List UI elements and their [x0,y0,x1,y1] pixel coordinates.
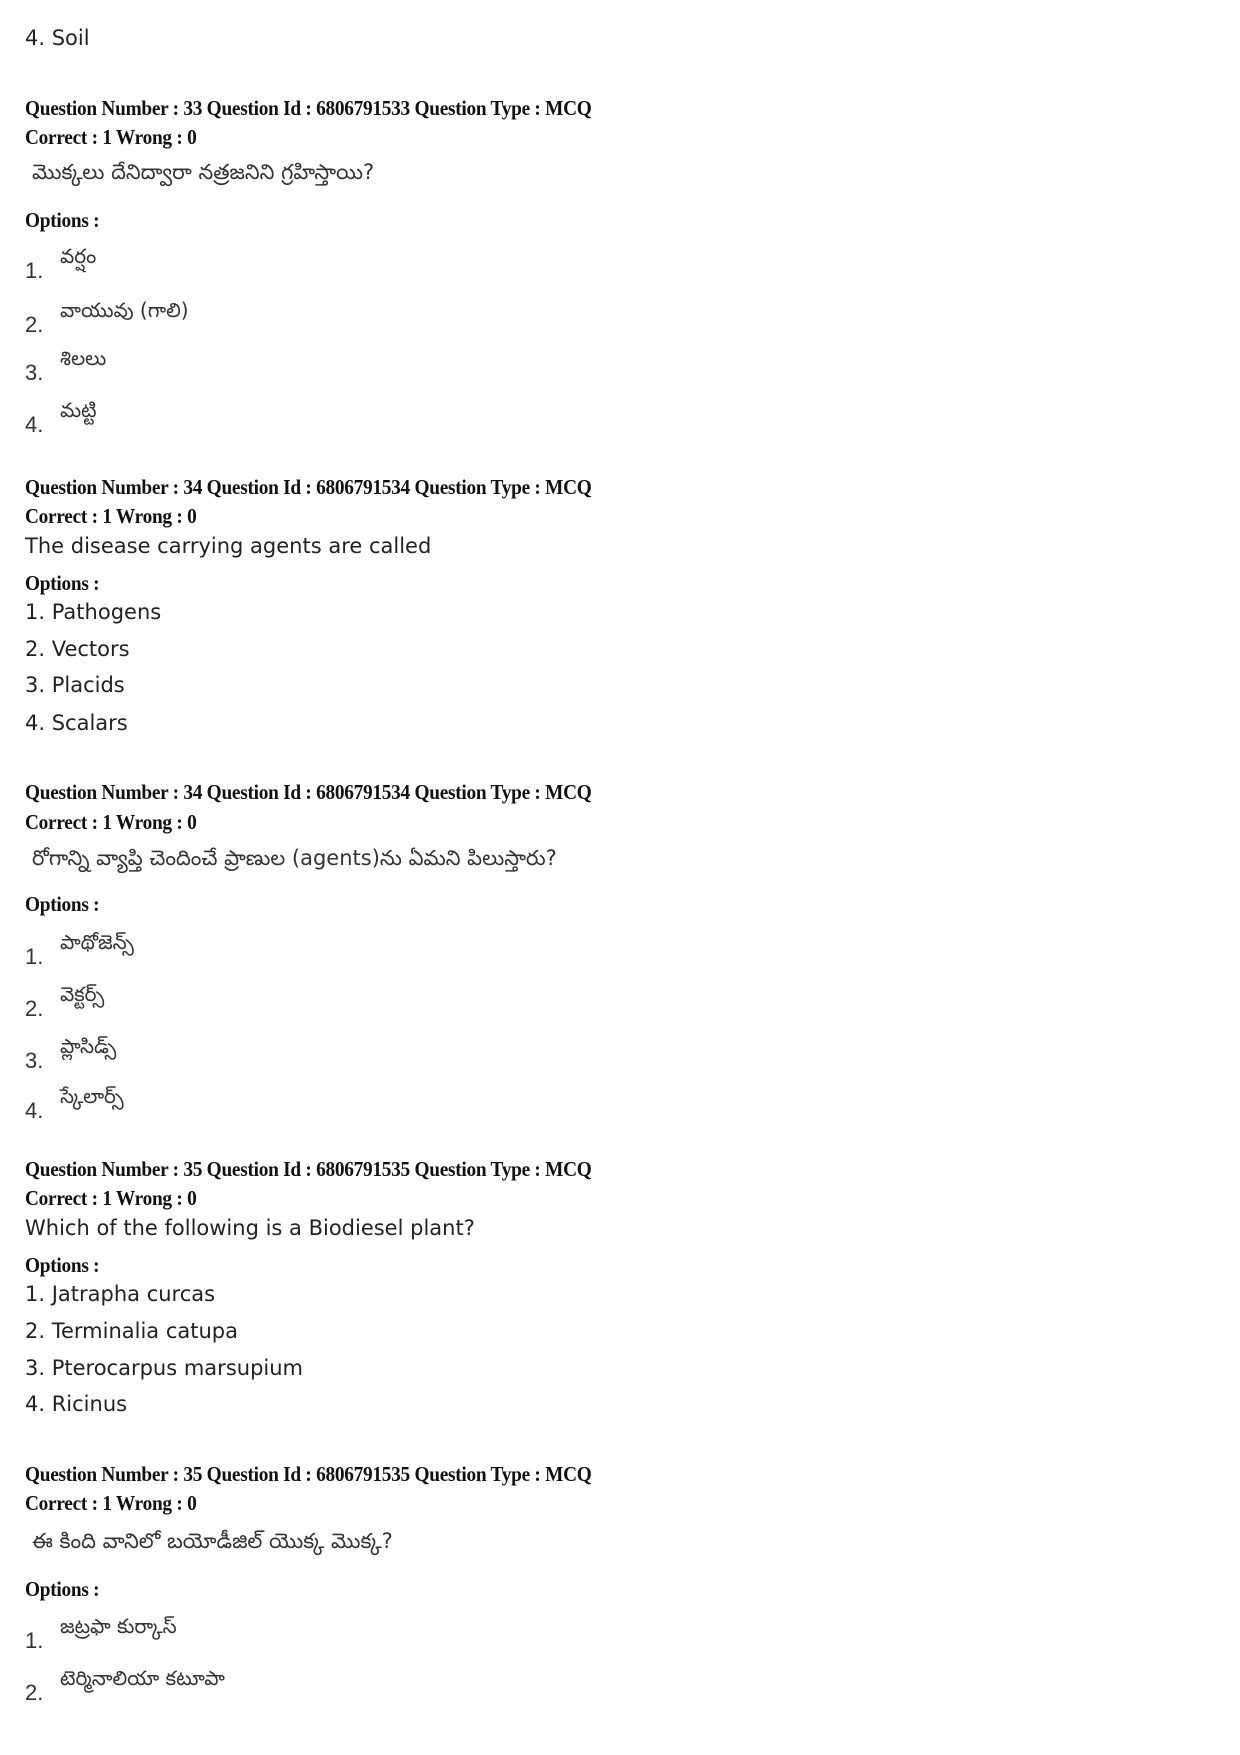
option-text: జట్రఫా కుర్కాస్ [60,1614,177,1638]
option-item: 1. Pathogens [25,600,162,624]
question-marks: Correct : 1 Wrong : 0 [25,810,197,834]
option-number: 1. [25,944,44,969]
option-number: 3. [25,1048,44,1073]
option-number: 2. [25,1680,44,1705]
question-text: రోగాన్ని వ్యాప్తి చెందించే ప్రాణుల (agents)ను ఏమని పిలుస్తారు? [32,846,557,870]
option-item: 3. Pterocarpus marsupium [25,1356,303,1380]
option-number: 4. [25,412,44,437]
question-marks: Correct : 1 Wrong : 0 [25,1491,197,1515]
option-number: 1. [25,1628,44,1653]
option-text: వర్షం [60,244,97,268]
question-marks: Correct : 1 Wrong : 0 [25,1186,197,1210]
question-text: మొక్కలు దేనిద్వారా నత్రజనిని గ్రహిస్తాయి? [32,160,375,184]
options-label: Options : [25,208,100,232]
question-text: ఈ కింది వానిలో బయోడీజిల్ యొక్క మొక్క? [32,1529,393,1553]
question-marks: Correct : 1 Wrong : 0 [25,504,197,528]
option-number: 4. [25,1098,44,1123]
options-label: Options : [25,1577,100,1601]
option-text: టెర్మినాలియా కటూపా [60,1666,225,1690]
option-text: వాయువు (గాలి) [60,298,189,322]
option-number: 1. [25,258,44,283]
options-label: Options : [25,1253,100,1277]
option-item: 1. Jatrapha curcas [25,1282,216,1306]
options-label: Options : [25,571,100,595]
question-text: The disease carrying agents are called [25,534,432,558]
option-text: మట్టి [60,398,97,422]
option-number: 2. [25,312,44,337]
question-marks: Correct : 1 Wrong : 0 [25,125,197,149]
question-header: Question Number : 35 Question Id : 6806791535 Question Type : MCQ [25,1157,592,1181]
option-item: 2. Terminalia catupa [25,1319,238,1343]
option-number: 2. [25,996,44,1021]
option-text: శిలలు [60,346,107,370]
option-text: వెక్టర్స్ [60,982,105,1006]
options-label: Options : [25,892,100,916]
option-item: 4. Scalars [25,711,128,735]
option-item: 3. Placids [25,673,125,697]
question-text: Which of the following is a Biodiesel plant? [25,1216,475,1240]
option-item: 4. Ricinus [25,1392,128,1416]
option-number: 3. [25,360,44,385]
question-header: Question Number : 34 Question Id : 6806791534 Question Type : MCQ [25,780,592,804]
option-text: స్కేలార్స్ [60,1084,124,1108]
question-header: Question Number : 35 Question Id : 6806791535 Question Type : MCQ [25,1462,592,1486]
question-header: Question Number : 33 Question Id : 6806791533 Question Type : MCQ [25,96,592,120]
option-text: పాథోజెన్స్ [60,930,134,954]
option-item: 2. Vectors [25,637,130,661]
option-text: ప్లాసిడ్స్ [60,1034,117,1058]
previous-question-option: 4. Soil [25,26,90,50]
question-header: Question Number : 34 Question Id : 6806791534 Question Type : MCQ [25,475,592,499]
